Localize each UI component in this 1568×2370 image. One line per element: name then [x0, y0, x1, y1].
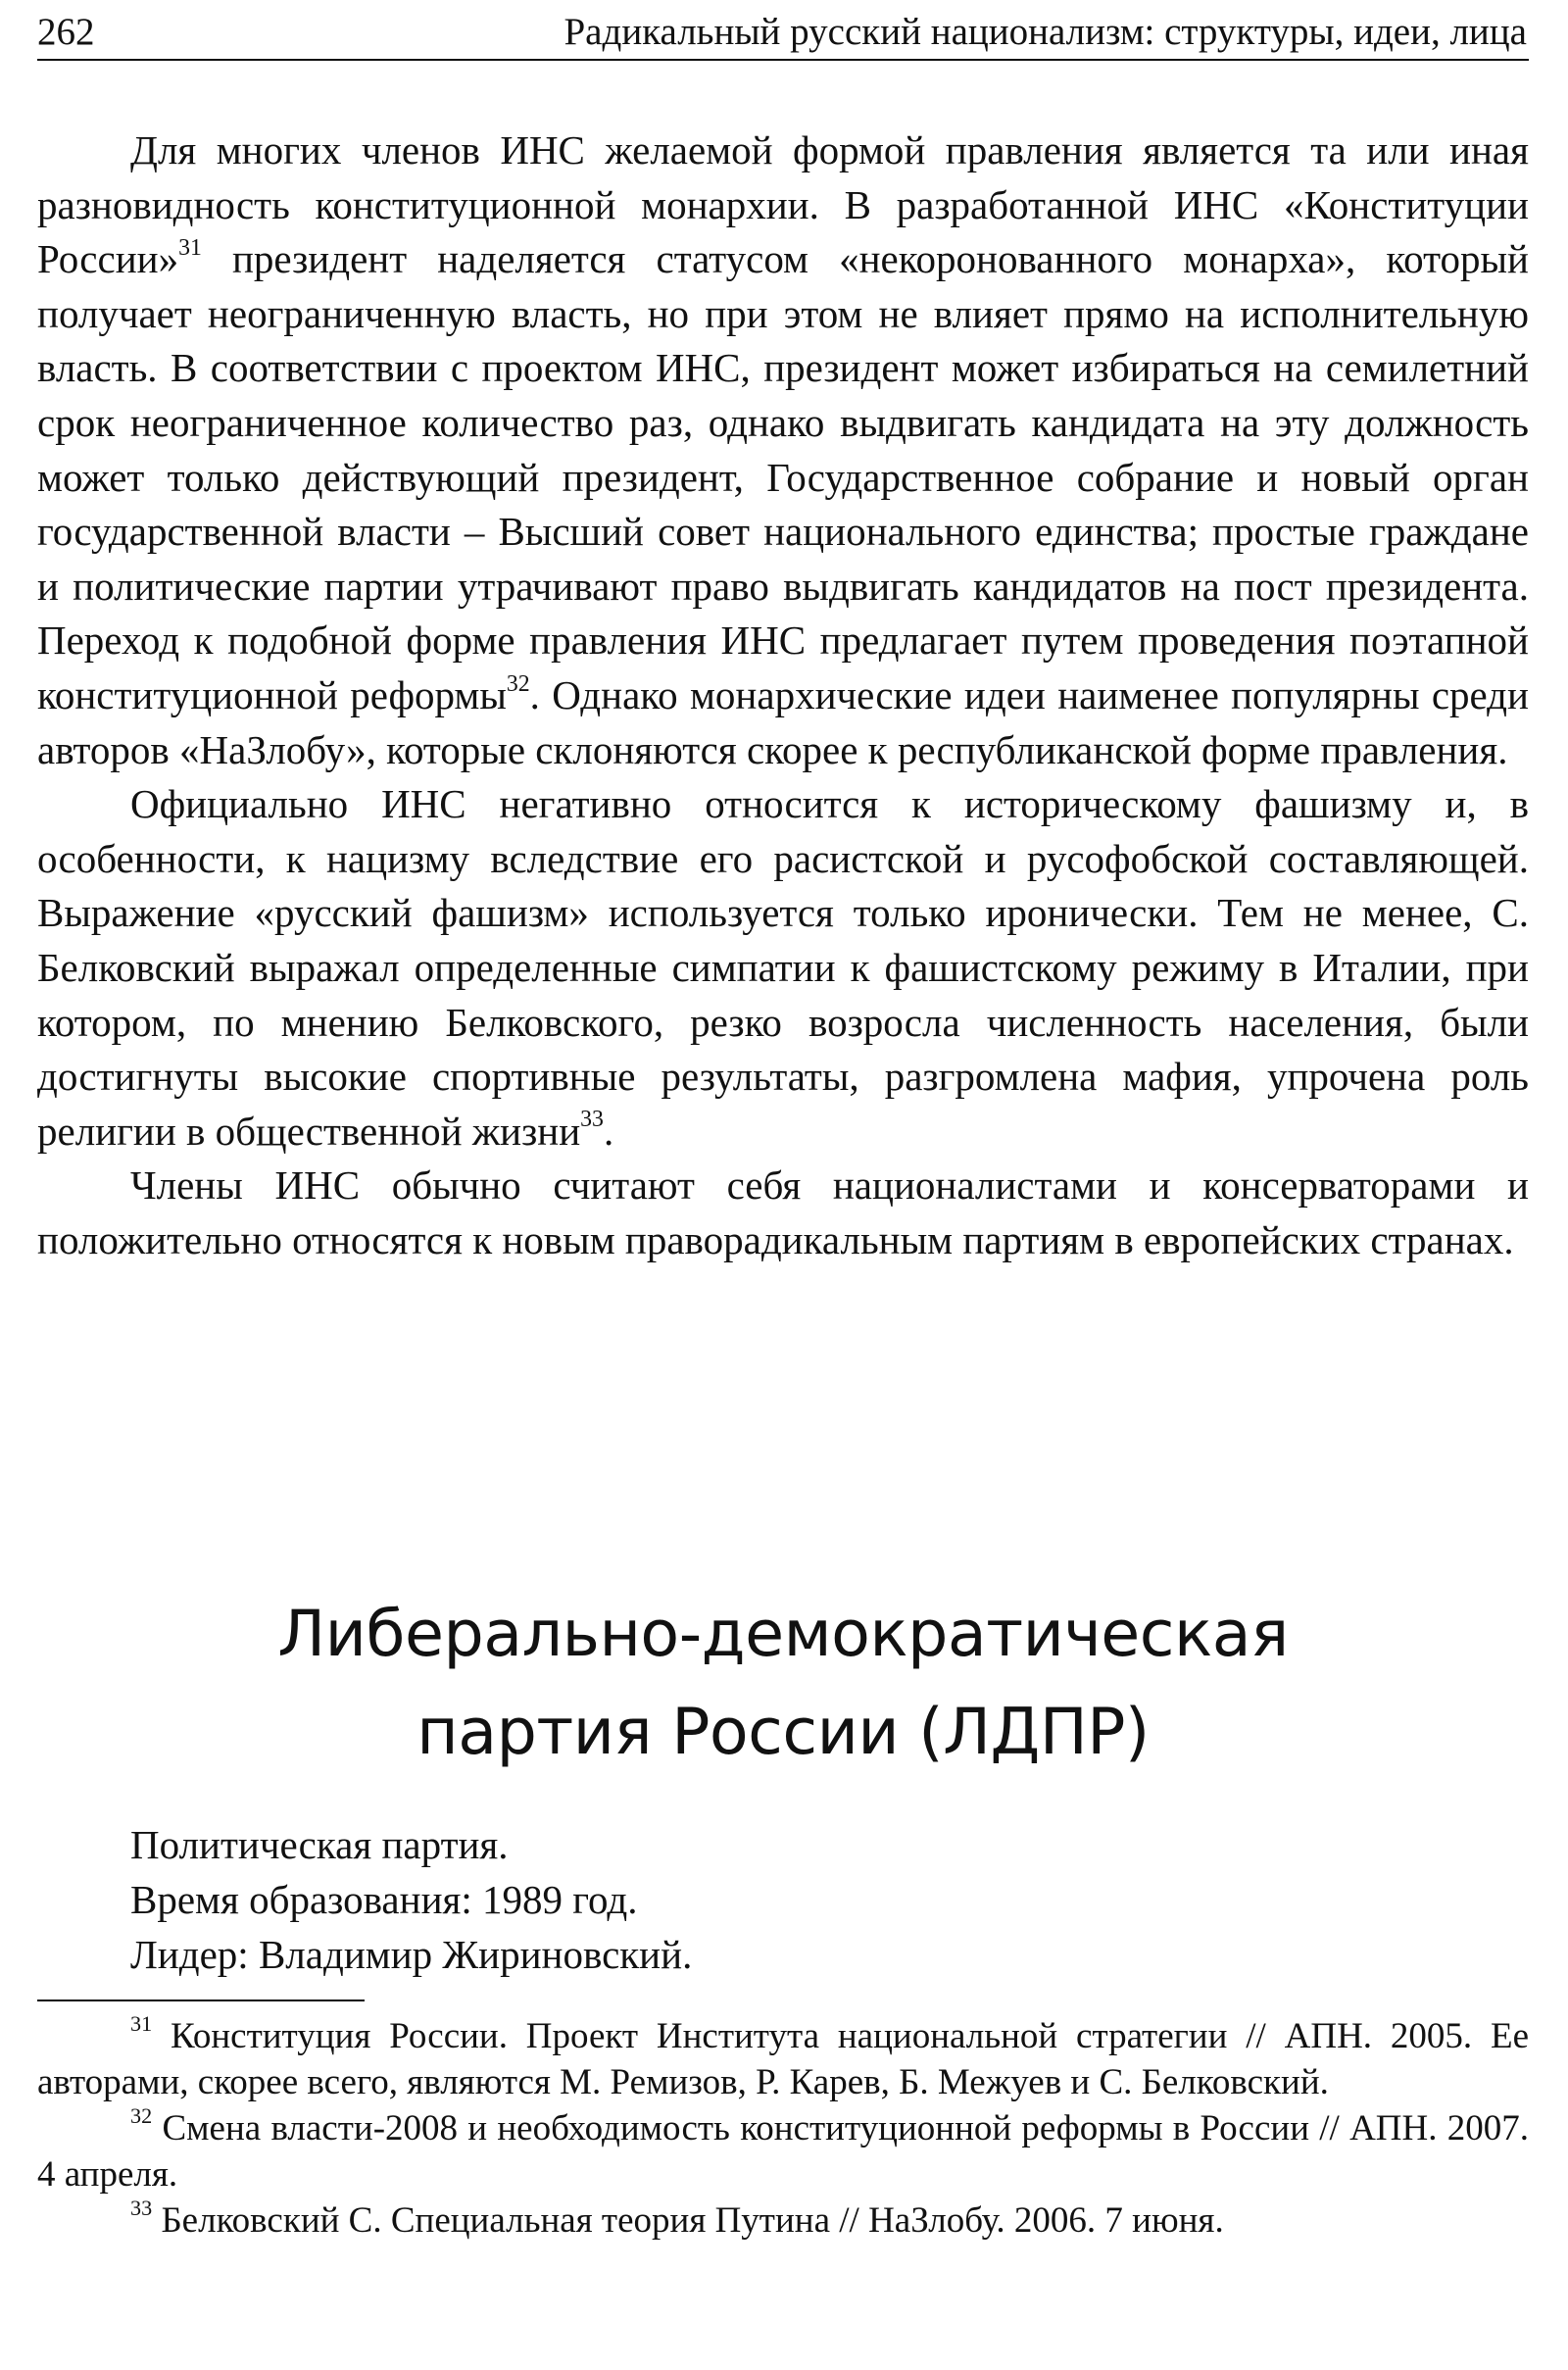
party-founded: Время образования: 1989 год. — [130, 1877, 638, 1922]
book-title: Радикальный русский национализм: структуры, идеи, лица — [564, 11, 1527, 53]
book-page — [37, 0, 1529, 2370]
footnote-32 — [37, 2105, 1529, 2197]
party-info — [130, 1817, 692, 1982]
footnote-number: 31 — [130, 2011, 153, 2037]
paragraph-monarchy — [37, 123, 1529, 777]
paragraph-conservatives: Члены ИНС обычно считают себя националистами и консерваторами и положительно относятся к новым праворадикальным партиям в европейских странах. — [37, 1162, 1529, 1262]
section-heading-line-1: Либерально-демократическая — [277, 1598, 1289, 1671]
paragraph-text: Официально ИНС негативно относится к историческому фашизму и, в особенности, к нацизму вследствие его расистской и русофобской составляющей. Выражение «русский фашизм» используется только иронически. Тем не менее, С. Белковский выражал определенные симпатии к фашистскому режиму в Италии, при котором, по мнению Белковского, резко возросла численность населения, были достигнуты высокие спортивные результаты, разгромлена мафия, упрочена роль религии в общественной жизни — [37, 781, 1529, 1154]
footnote-ref-31[interactable]: 31 — [178, 234, 202, 261]
footnote-31 — [37, 2013, 1529, 2105]
paragraph-text: Для многих членов ИНС желаемой формой правления является та или иная разновидность конституционной монархии. В разработанной ИНС «Конституции России» — [37, 127, 1529, 282]
paragraph-fascism — [37, 777, 1529, 1159]
paragraph-text: . Однако монархические идеи наименее популярны среди авторов «НаЗлобу», которые склоняются скорее к республиканской форме правления. — [37, 671, 1529, 772]
footnote-ref-32[interactable]: 32 — [506, 670, 530, 697]
body-text — [37, 123, 1529, 1267]
running-header — [37, 6, 1529, 61]
footnote-ref-33[interactable]: 33 — [580, 1107, 604, 1133]
paragraph-text: президент наделяется статусом «некоронованного монарха», который получает неограниченную власть, но при этом не влияет прямо на исполнительную власть. В соответствии с проектом ИНС, президент может избираться на семилетний срок неограниченное количество раз, однако выдвигать кандидата на эту должность может только действующий президент, Государственное собрание и новый орган государственной власти – Высший совет национального единства; простые граждане и политические партии утрачивают право выдвигать кандидатов на пост президента. Переход к подобной форме правления ИНС предлагает путем проведения поэтапной конституционной реформы — [37, 236, 1529, 717]
footnote-33 — [37, 2197, 1529, 2244]
footnote-text: Конституция России. Проект Института национальной стратегии // АПН. 2005. Ее авторами, скорее всего, являются М. Ремизов, Р. Карев, Б. Межуев и С. Белковский. — [37, 2016, 1529, 2102]
page-number: 262 — [37, 11, 95, 53]
footnotes — [37, 2013, 1529, 2244]
party-leader: Лидер: Владимир Жириновский. — [130, 1932, 693, 1977]
footnote-divider — [37, 2000, 365, 2001]
paragraph-text: . — [603, 1108, 614, 1154]
party-type: Политическая партия. — [130, 1822, 509, 1867]
section-heading-line-2: партия России (ЛДПР) — [416, 1696, 1150, 1769]
footnote-text: Смена власти-2008 и необходимость конституционной реформы в России // АПН. 2007. 4 апреля. — [37, 2108, 1529, 2195]
footnote-text: Белковский С. Специальная теория Путина // НаЗлобу. 2006. 7 июня. — [152, 2200, 1224, 2241]
section-heading — [37, 1586, 1529, 1782]
footnote-number: 33 — [130, 2196, 153, 2221]
footnote-number: 32 — [130, 2103, 153, 2129]
